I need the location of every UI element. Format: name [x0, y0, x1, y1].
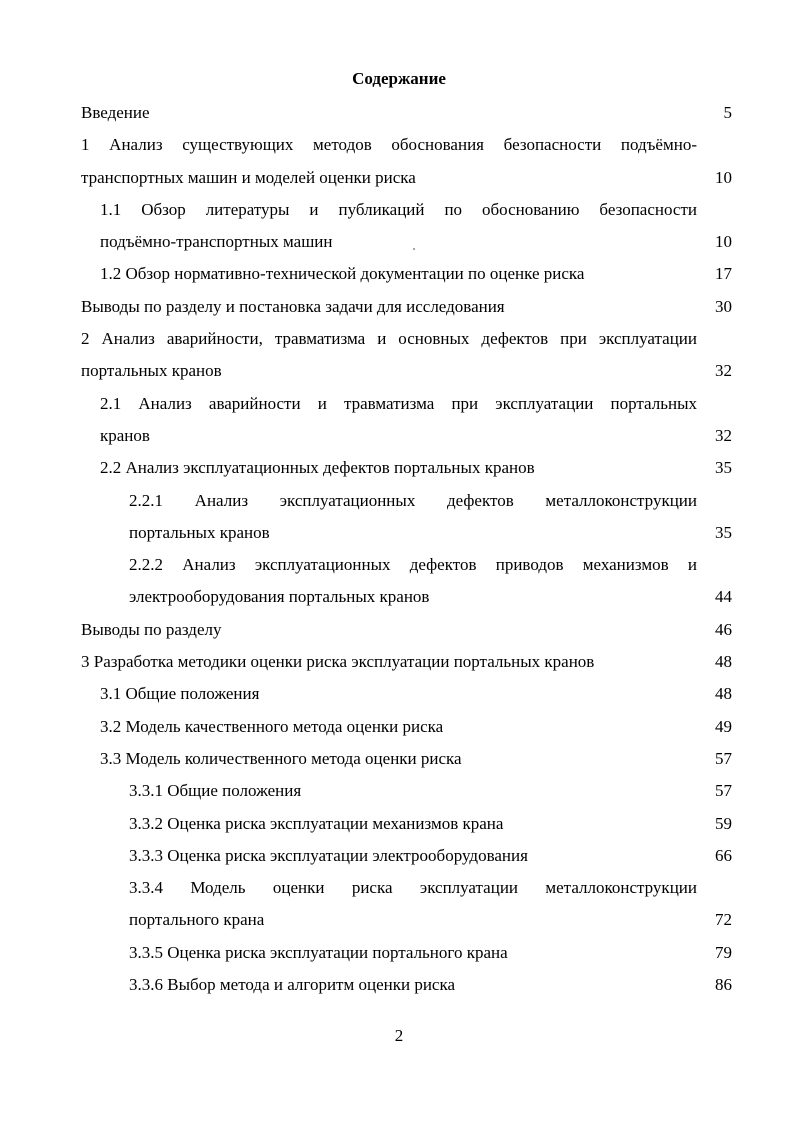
- toc-entry-line: 3.3.5 Оценка риска эксплуатации портального крана: [129, 942, 508, 962]
- toc-entry: [0, 743, 798, 775]
- toc-entry: [0, 808, 798, 840]
- toc-entry: [0, 840, 798, 872]
- toc-entry-page: 5: [723, 103, 732, 122]
- toc-entry: [0, 678, 798, 710]
- toc-entry-page: 57: [715, 748, 732, 768]
- toc-title: Содержание: [352, 69, 446, 88]
- toc-entry-line: 2 Анализ аварийности, травматизма и основных дефектов при эксплуатации: [81, 329, 697, 349]
- toc-entry-line: портального крана: [129, 910, 265, 930]
- toc-entry-line: 3.3.4 Модель оценки риска эксплуатации металлоконструкции: [129, 878, 697, 898]
- toc-entry-page: 17: [715, 264, 732, 284]
- toc-entry: [0, 872, 798, 937]
- toc-entry-line: 3.3 Модель количественного метода оценки риска: [100, 748, 462, 768]
- table-of-contents: [0, 97, 798, 1001]
- toc-entry-line: 2.1 Анализ аварийности и травматизма при эксплуатации портальных: [100, 393, 697, 413]
- toc-entry-line: транспортных машин и моделей оценки риска: [81, 167, 416, 187]
- toc-entry: [0, 937, 798, 969]
- toc-entry-line: 3.3.3 Оценка риска эксплуатации электрооборудования: [129, 845, 528, 865]
- toc-entry-page: 59: [715, 813, 732, 833]
- toc-entry-page: 72: [715, 910, 732, 930]
- toc-entry-line: портальных кранов: [129, 522, 270, 542]
- toc-entry-page: 35: [715, 522, 732, 542]
- toc-entry: [0, 485, 798, 550]
- toc-entry-page: 57: [715, 781, 732, 801]
- toc-entry-line: 3.1 Общие положения: [100, 684, 260, 704]
- scan-speck: [413, 248, 415, 250]
- toc-entry-line: 3 Разработка методики оценки риска эксплуатации портальных кранов: [81, 652, 595, 672]
- page-number: 2: [394, 1026, 404, 1045]
- toc-entry: [0, 452, 798, 484]
- toc-entry-line: 3.2 Модель качественного метода оценки риска: [100, 716, 444, 736]
- toc-entry: [0, 775, 798, 807]
- toc-entry-page: 86: [715, 975, 732, 995]
- toc-entry-page: 79: [715, 942, 732, 962]
- toc-entry: [0, 614, 798, 646]
- toc-entry-page: 48: [715, 652, 732, 672]
- toc-entry-line: 1.1 Обзор литературы и публикаций по обоснованию безопасности: [100, 199, 697, 219]
- toc-entry-page: 10: [715, 167, 732, 187]
- toc-entry-page: 48: [715, 684, 732, 704]
- toc-entry: [0, 969, 798, 1001]
- toc-entry-page: 32: [715, 425, 732, 445]
- toc-entry: [0, 711, 798, 743]
- toc-entry: [0, 549, 798, 614]
- toc-entry-line: Выводы по разделу и постановка задачи для исследования: [81, 296, 505, 316]
- toc-entry: [0, 388, 798, 453]
- toc-entry-page: 66: [715, 845, 732, 865]
- toc-entry: [0, 323, 798, 388]
- toc-entry-page: 30: [715, 296, 732, 316]
- toc-entry-line: подъёмно-транспортных машин: [100, 232, 333, 252]
- toc-entry-line: 3.3.1 Общие положения: [129, 781, 302, 801]
- toc-entry: [0, 129, 798, 194]
- toc-entry-line: 2.2 Анализ эксплуатационных дефектов портальных кранов: [100, 458, 535, 478]
- toc-entry-line: Введение: [81, 103, 150, 122]
- toc-entry-page: 10: [715, 232, 732, 252]
- toc-entry-line: Выводы по разделу: [81, 619, 222, 639]
- toc-entry-line: 2.2.2 Анализ эксплуатационных дефектов приводов механизмов и: [129, 555, 697, 575]
- toc-entry-line: портальных кранов: [81, 361, 222, 381]
- toc-entry-line: 3.3.2 Оценка риска эксплуатации механизмов крана: [129, 813, 504, 833]
- toc-entry-page: 44: [715, 587, 732, 607]
- toc-entry-page: 35: [715, 458, 732, 478]
- toc-entry-page: 46: [715, 619, 732, 639]
- toc-entry-line: 2.2.1 Анализ эксплуатационных дефектов металлоконструкции: [129, 490, 697, 510]
- toc-entry-line: 3.3.6 Выбор метода и алгоритм оценки риска: [129, 975, 456, 995]
- toc-entry-line: электрооборудования портальных кранов: [129, 587, 430, 607]
- toc-entry-page: 32: [715, 361, 732, 381]
- toc-entry: [0, 194, 798, 259]
- toc-entry-page: 49: [715, 716, 732, 736]
- toc-entry-line: 1 Анализ существующих методов обоснования безопасности подъёмно-: [81, 135, 697, 155]
- toc-entry: [0, 291, 798, 323]
- toc-entry: [0, 97, 798, 129]
- toc-entry: [0, 258, 798, 290]
- toc-entry: [0, 646, 798, 678]
- toc-entry-line: 1.2 Обзор нормативно-технической документации по оценке риска: [100, 264, 585, 284]
- toc-entry-line: кранов: [100, 425, 150, 445]
